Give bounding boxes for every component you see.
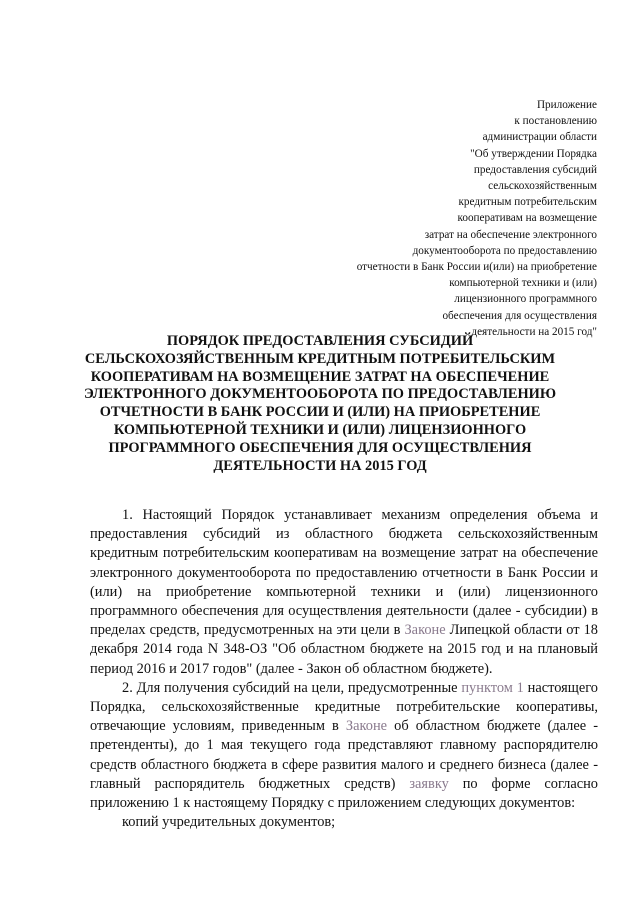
appendix-line: деятельности на 2015 год" bbox=[471, 325, 597, 338]
paragraph-text: настоящего Порядка, сельскохозяйственные кредитные потребительские кооперативы, отвечающие условиям, приведенным в bbox=[90, 679, 598, 735]
appendix-line: кооперативам на возмещение bbox=[457, 212, 597, 225]
appendix-line: к постановлению bbox=[514, 115, 597, 128]
paragraph-text: по форме согласно приложению 1 к настоящему Порядку с приложением следующих документов: bbox=[90, 775, 598, 812]
document-title bbox=[60, 333, 580, 475]
paragraph-text: об областном бюджете (далее - претенденты), до 1 мая текущего года представляют главному распорядителю средств областного бюджета в сфере развития малого и среднего бизнеса (далее - главный распорядитель бюджетных средств) bbox=[90, 718, 599, 792]
paragraph-1 bbox=[90, 506, 598, 679]
law-link[interactable]: Законе bbox=[345, 718, 388, 735]
appendix-line: Приложение bbox=[536, 99, 597, 111]
paragraph-3: копий учредительных документов; bbox=[122, 814, 336, 831]
appendix-line: кредитным потребительским bbox=[458, 196, 597, 209]
appendix-line: администрации области bbox=[482, 131, 597, 144]
appendix-line: обеспечения для осуществления bbox=[442, 309, 597, 322]
title-line: СЕЛЬСКОХОЗЯЙСТВЕННЫМ КРЕДИТНЫМ ПОТРЕБИТЕЛЬСКИМ bbox=[84, 350, 556, 367]
document-body bbox=[90, 506, 598, 832]
appendix-block bbox=[267, 97, 597, 340]
title-line: КОМПЬЮТЕРНОЙ ТЕХНИКИ И (ИЛИ) ЛИЦЕНЗИОННОГО bbox=[113, 421, 527, 438]
appendix-line: сельскохозяйственным bbox=[488, 180, 597, 193]
paragraph-2 bbox=[90, 679, 598, 813]
title-line: ОТЧЕТНОСТИ В БАНК РОССИИ И (ИЛИ) НА ПРИОБРЕТЕНИЕ bbox=[99, 404, 541, 421]
title-line: ПОРЯДОК ПРЕДОСТАВЛЕНИЯ СУБСИДИЙ bbox=[166, 333, 474, 349]
appendix-line: лицензионного программного bbox=[454, 293, 597, 306]
title-line: ДЕЯТЕЛЬНОСТИ НА 2015 ГОД bbox=[213, 457, 427, 474]
law-link[interactable]: Законе bbox=[404, 622, 446, 639]
paragraph-text: 2. Для получения субсидий на цели, предусмотренные bbox=[122, 679, 462, 696]
title-line: КООПЕРАТИВАМ НА ВОЗМЕЩЕНИЕ ЗАТРАТ НА ОБЕСПЕЧЕНИЕ bbox=[90, 368, 550, 385]
title-line: ПРОГРАММНОГО ОБЕСПЕЧЕНИЯ ДЛЯ ОСУЩЕСТВЛЕНИЯ bbox=[108, 439, 532, 456]
appendix-line: предоставления субсидий bbox=[473, 163, 597, 176]
appendix-line: документооборота по предоставлению bbox=[412, 244, 597, 257]
application-link[interactable]: заявку bbox=[409, 775, 449, 792]
appendix-line: отчетности в Банк России и(или) на приобретение bbox=[356, 261, 597, 274]
paragraph-text: Липецкой области от 18 декабря 2014 года N 348-ОЗ "Об областном бюджете на 2015 год и на плановый период 2016 и 2017 годов" (далее - Закон об областном бюджете). bbox=[90, 622, 598, 677]
appendix-line: компьютерной техники и (или) bbox=[449, 277, 597, 290]
item-1-link[interactable]: пунктом 1 bbox=[461, 679, 524, 696]
appendix-line: "Об утверждении Порядка bbox=[470, 147, 597, 160]
appendix-line: затрат на обеспечение электронного bbox=[424, 228, 597, 241]
paragraph-text: 1. Настоящий Порядок устанавливает механизм определения объема и предоставления субсидий из областного бюджета сельскохозяйственным кредитным потребительским кооперативам на возмещение затрат на обеспечение электронного документооборота по предоставлению отчетности в Банк России и (или) на приобретение компьютерной техники и (или) лицензионного программного обеспечения для осуществления деятельности (далее - субсидии) в пределах средств, предусмотренных на эти цели в bbox=[90, 507, 598, 639]
title-line: ЭЛЕКТРОННОГО ДОКУМЕНТООБОРОТА ПО ПРЕДОСТАВЛЕНИЮ bbox=[83, 386, 557, 403]
